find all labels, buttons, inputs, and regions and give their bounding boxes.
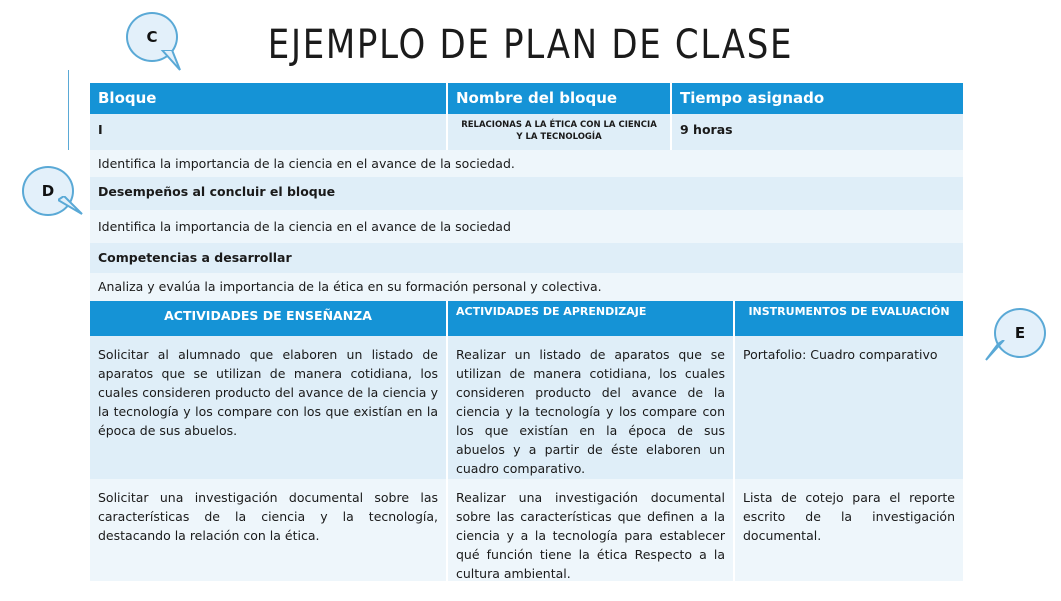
header-tiempo-asignado: Tiempo asignado [672,83,963,114]
desempenos-label: Desempeños al concluir el bloque [98,184,336,199]
table-row [90,336,963,479]
header-nombre-bloque: Nombre del bloque [448,83,672,114]
table-info-row [90,114,963,150]
competencias-value: Analiza y evalúa la importancia de la ética en su formación personal y colectiva. [98,279,602,294]
desempenos-value: Identifica la importancia de la ciencia en el avance de la sociedad [98,219,511,234]
evaluacion-cell: Portafolio: Cuadro comparativo [735,336,963,479]
ensenanza-cell: Solicitar al alumnado que elaboren un listado de aparatos que se utilizan de manera cotidiana, los cuales consideren producto del avance de la ciencia y la tecnología y los compare con los que existían en la época de sus abuelos. [90,336,448,479]
nombre-bloque-line-2: Y LA TECNOLOGÍA [516,132,602,142]
header-actividades-aprendizaje: ACTIVIDADES DE APRENDIZAJE [448,301,735,336]
proposito-row [90,150,963,177]
bloque-value: I [90,114,448,150]
callout-tail-c [160,50,182,72]
nombre-bloque-value [448,114,672,150]
table-row [90,479,963,581]
callout-label-d: D [41,182,55,200]
activities-header-row [90,301,963,336]
header-instrumentos-evaluacion: INSTRUMENTOS DE EVALUACIÓN [735,301,963,336]
callout-label-e: E [1014,324,1026,342]
proposito-text: Identifica la importancia de la ciencia en el avance de la sociedad. [98,156,515,171]
tiempo-value: 9 horas [672,114,963,150]
aprendizaje-cell: Realizar una investigación documental sobre las características que definen a la ciencia y a la tecnología para establecer qué función tiene la ética Respecto a la cultura ambiental. [448,479,735,581]
page-title: EJEMPLO DE PLAN DE CLASE [267,22,794,68]
callout-label-c: C [146,28,158,46]
callout-tail-e [984,340,1008,364]
nombre-bloque-line-1: RELACIONAS A LA ÉTICA CON LA CIENCIA [461,120,657,130]
evaluacion-cell: Lista de cotejo para el reporte escrito de la investigación documental. [735,479,963,581]
desempenos-label-row [90,177,963,210]
divider-line [68,70,69,150]
desempenos-value-row [90,210,963,243]
competencias-label: Competencias a desarrollar [98,250,292,265]
header-actividades-ensenanza: ACTIVIDADES DE ENSEÑANZA [90,301,448,336]
header-bloque: Bloque [90,83,448,114]
ensenanza-cell: Solicitar una investigación documental sobre las características de la ciencia y la tecnología, destacando la relación con la ética. [90,479,448,581]
callout-tail-d [58,196,84,218]
table-header-row [90,83,963,114]
aprendizaje-cell: Realizar un listado de aparatos que se utilizan de manera cotidiana, los cuales consideren producto del avance de la ciencia y la tecnología y los compare con los que existían en la época de sus abuelos y a partir de éste elaboren un cuadro comparativo. [448,336,735,479]
competencias-value-row [90,273,963,301]
competencias-label-row [90,243,963,273]
